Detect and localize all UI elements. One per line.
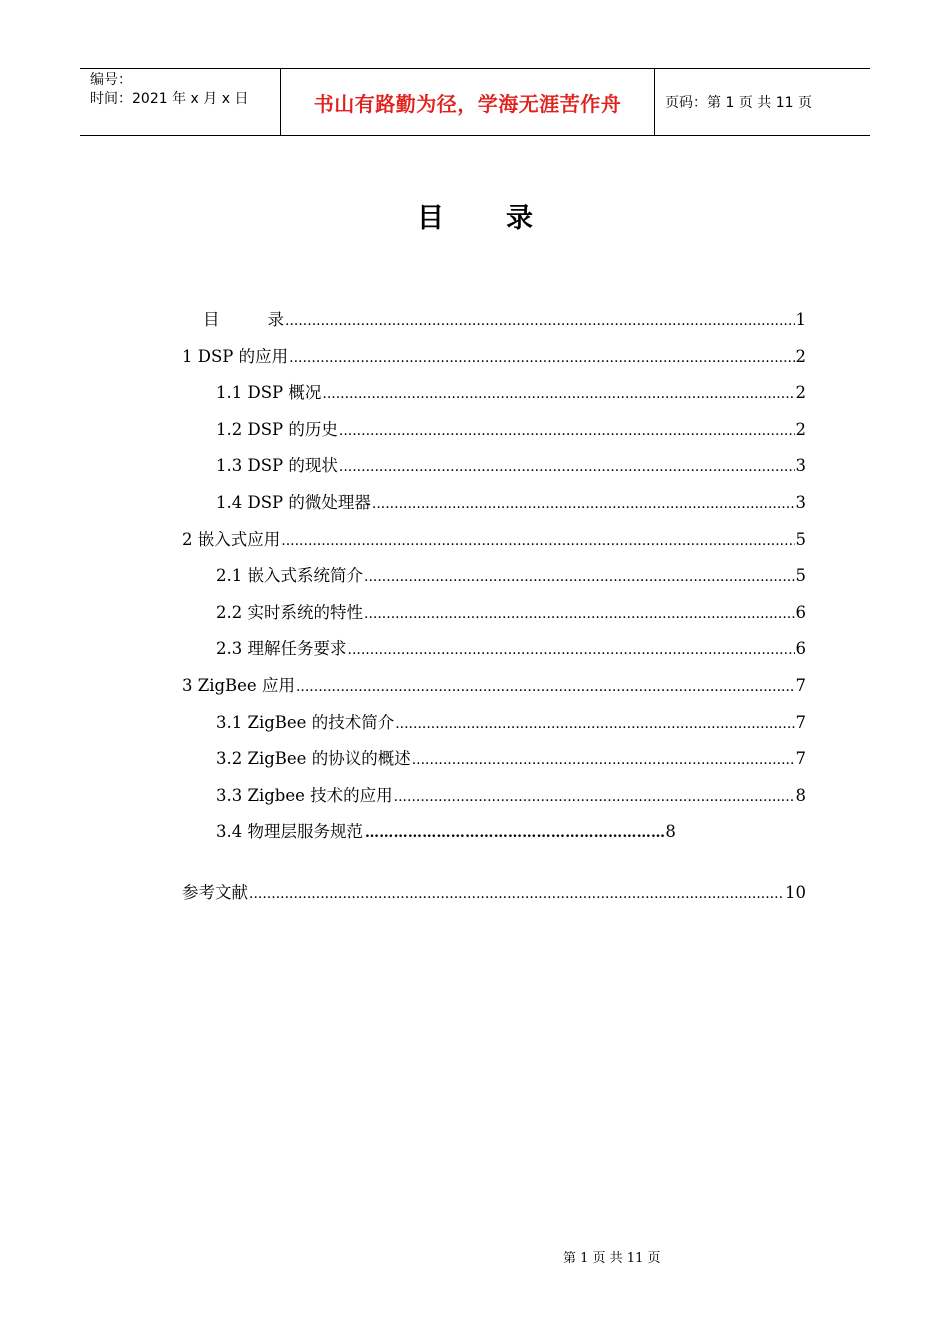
toc-leader: ……………………………………………………… (365, 825, 666, 842)
toc-entry-page: 8 (665, 822, 676, 842)
toc-entry-page: 3 (795, 456, 806, 476)
toc-entry-page: 5 (795, 566, 806, 586)
toc-entry-page: 2 (795, 346, 806, 366)
page-title (0, 196, 950, 235)
toc-entry[interactable] (182, 562, 806, 599)
toc-entry-label: 2 嵌入式应用 (182, 529, 281, 549)
toc-entry-page: 2 (795, 419, 806, 439)
toc-entry-label: 目 录 (203, 310, 284, 329)
toc-entry-label: 1.4 DSP 的微处理器 (216, 492, 371, 512)
toc-entry-label: 3.4 物理层服务规范 (216, 822, 363, 842)
page-footer: 第 1 页 共 11 页 (563, 1251, 661, 1266)
toc-entry-page: 6 (795, 602, 806, 622)
toc-entry-page: 6 (795, 639, 806, 659)
toc-leader (394, 789, 795, 805)
toc-leader (395, 716, 794, 732)
page-title-right: 录 (506, 203, 533, 234)
toc-entry[interactable] (182, 452, 806, 489)
toc-entry-label: 2.1 嵌入式系统简介 (216, 566, 363, 586)
toc-entry[interactable] (182, 343, 806, 380)
toc-entry[interactable] (182, 379, 806, 416)
toc-leader (364, 606, 795, 622)
toc-entry-label: 参考文献 (182, 882, 248, 902)
toc-entry-page: 3 (795, 492, 806, 512)
toc-leader (348, 642, 795, 658)
toc-entry[interactable] (182, 709, 806, 746)
toc-leader (289, 350, 794, 366)
header-motto: 书山有路勤为径，学海无涯苦作舟 (281, 69, 655, 135)
toc-entry-label: 1.1 DSP 概况 (216, 383, 322, 403)
toc-entry-page: 10 (785, 882, 806, 902)
toc-entry[interactable] (182, 818, 806, 855)
toc-entry[interactable] (182, 879, 806, 916)
header-page-info: 页码：第 1 页 共 11 页 (665, 95, 812, 111)
toc-leader (339, 423, 795, 439)
toc-entry[interactable] (182, 306, 806, 343)
toc-entry-label: 3.3 Zigbee 技术的应用 (216, 785, 393, 805)
toc-entry-label: 1.2 DSP 的历史 (216, 419, 338, 439)
document-code-label: 编号： (90, 72, 132, 88)
toc-leader (285, 313, 795, 329)
toc-entry-label: 3.2 ZigBee 的协议的概述 (216, 749, 411, 769)
document-header (80, 68, 870, 136)
toc-entry[interactable] (182, 489, 806, 526)
toc-entry[interactable] (182, 599, 806, 636)
toc-leader (339, 459, 795, 475)
toc-leader (322, 386, 794, 402)
toc-leader (249, 886, 784, 902)
toc-entry-page: 2 (795, 383, 806, 403)
toc-entry-page: 5 (795, 529, 806, 549)
toc-leader (372, 496, 795, 512)
toc-leader (412, 752, 795, 768)
toc-leader (281, 533, 794, 549)
toc-leader (296, 679, 795, 695)
toc-entry[interactable] (182, 416, 806, 453)
toc-entry[interactable] (182, 672, 806, 709)
toc-entry[interactable] (182, 782, 806, 819)
toc-entry-label: 3.1 ZigBee 的技术简介 (216, 712, 395, 732)
page-title-left: 目 (417, 203, 444, 234)
toc-entry-label: 2.3 理解任务要求 (216, 639, 347, 659)
toc-leader (364, 569, 795, 585)
toc-entry-page: 7 (795, 712, 806, 732)
toc-entry-label: 1 DSP 的应用 (182, 346, 289, 366)
toc-entry-label: 1.3 DSP 的现状 (216, 456, 338, 476)
toc-entry-page: 7 (795, 675, 806, 695)
toc-entry[interactable] (182, 635, 806, 672)
table-of-contents (182, 306, 806, 916)
toc-entry-label: 3 ZigBee 应用 (182, 675, 295, 695)
toc-entry[interactable] (182, 745, 806, 782)
toc-entry[interactable] (182, 526, 806, 563)
toc-entry-page: 7 (795, 749, 806, 769)
document-date: 时间：2021 年 x 月 x 日 (90, 91, 249, 107)
header-meta-cell (80, 69, 281, 135)
toc-entry-page: 8 (795, 785, 806, 805)
toc-entry-label: 2.2 实时系统的特性 (216, 602, 363, 622)
toc-entry-page: 1 (795, 310, 806, 329)
